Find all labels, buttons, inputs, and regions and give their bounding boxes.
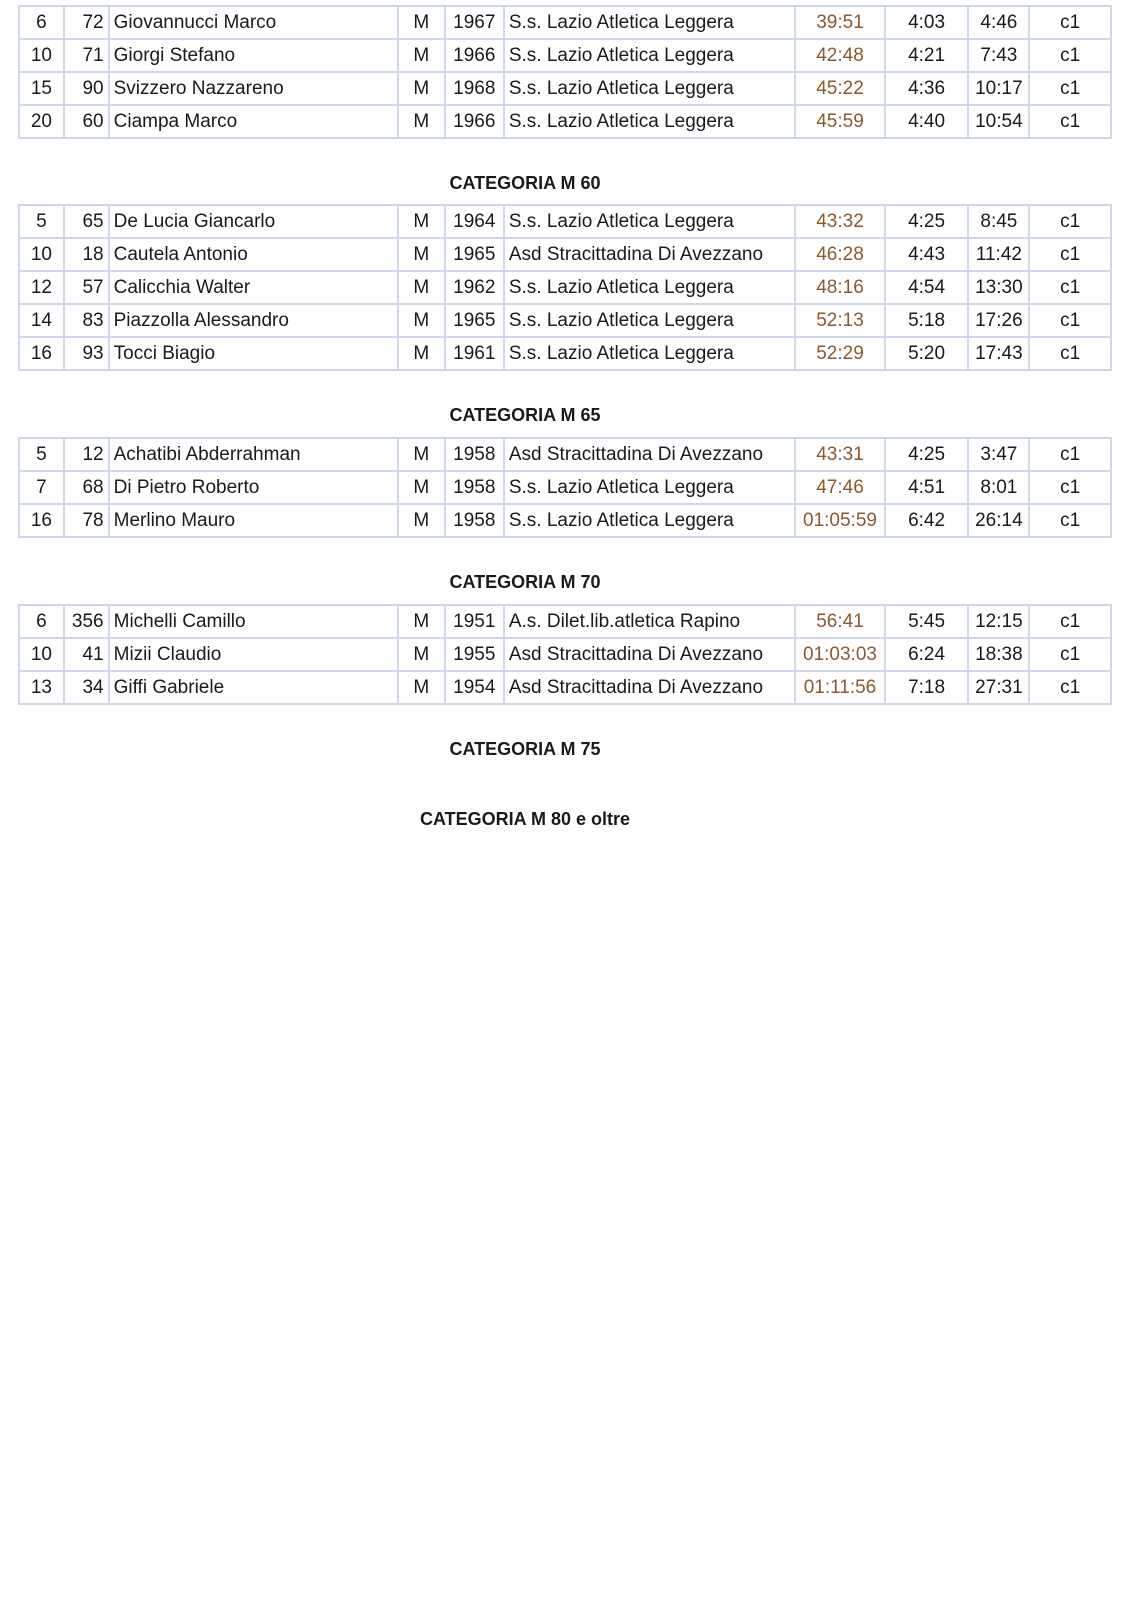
category-code-cell: c1 <box>1029 638 1111 671</box>
pace-cell: 4:25 <box>885 438 969 471</box>
athlete-name-cell: Mizii Claudio <box>109 638 398 671</box>
position-cell: 20 <box>19 105 64 138</box>
bib-number-cell: 356 <box>64 605 109 638</box>
athlete-name-cell: Michelli Camillo <box>109 605 398 638</box>
category-title: CATEGORIA M 60 <box>449 173 601 193</box>
position-cell: 10 <box>19 238 64 271</box>
position-cell: 15 <box>19 72 64 105</box>
gap-cell: 26:14 <box>968 504 1029 537</box>
birth-year-cell: 1966 <box>445 105 504 138</box>
table-row <box>19 337 1111 370</box>
table-row <box>19 238 1111 271</box>
table-row <box>19 638 1111 671</box>
category-code-cell: c1 <box>1029 205 1111 238</box>
birth-year-cell: 1962 <box>445 271 504 304</box>
position-cell: 14 <box>19 304 64 337</box>
bib-number-cell: 78 <box>64 504 109 537</box>
table-row <box>19 6 1111 39</box>
finish-time-cell: 01:05:59 <box>795 504 885 537</box>
gap-cell: 10:17 <box>968 72 1029 105</box>
finish-time-cell: 01:11:56 <box>795 671 885 704</box>
sex-cell: M <box>398 6 445 39</box>
sex-cell: M <box>398 605 445 638</box>
pace-cell: 4:25 <box>885 205 969 238</box>
table-row <box>19 271 1111 304</box>
position-cell: 16 <box>19 504 64 537</box>
position-cell: 5 <box>19 205 64 238</box>
sex-cell: M <box>398 438 445 471</box>
gap-cell: 8:45 <box>968 205 1029 238</box>
team-cell: S.s. Lazio Atletica Leggera <box>504 6 795 39</box>
pace-cell: 5:45 <box>885 605 969 638</box>
pace-cell: 6:24 <box>885 638 969 671</box>
sex-cell: M <box>398 471 445 504</box>
pace-cell: 4:54 <box>885 271 969 304</box>
bib-number-cell: 90 <box>64 72 109 105</box>
gap-cell: 8:01 <box>968 471 1029 504</box>
birth-year-cell: 1958 <box>445 504 504 537</box>
team-cell: S.s. Lazio Atletica Leggera <box>504 105 795 138</box>
results-table <box>18 437 1112 538</box>
category-code-cell: c1 <box>1029 605 1111 638</box>
pace-cell: 7:18 <box>885 671 969 704</box>
team-cell: S.s. Lazio Atletica Leggera <box>504 304 795 337</box>
position-cell: 10 <box>19 39 64 72</box>
birth-year-cell: 1964 <box>445 205 504 238</box>
table-row <box>19 605 1111 638</box>
category-title: CATEGORIA M 75 <box>449 739 601 759</box>
birth-year-cell: 1958 <box>445 438 504 471</box>
finish-time-cell: 52:29 <box>795 337 885 370</box>
category-code-cell: c1 <box>1029 304 1111 337</box>
category-title: CATEGORIA M 80 e oltre <box>419 809 631 829</box>
athlete-name-cell: De Lucia Giancarlo <box>109 205 398 238</box>
finish-time-cell: 56:41 <box>795 605 885 638</box>
position-cell: 5 <box>19 438 64 471</box>
finish-time-cell: 47:46 <box>795 471 885 504</box>
team-cell: S.s. Lazio Atletica Leggera <box>504 72 795 105</box>
team-cell: Asd Stracittadina Di Avezzano <box>504 438 795 471</box>
finish-time-cell: 52:13 <box>795 304 885 337</box>
category-code-cell: c1 <box>1029 438 1111 471</box>
finish-time-cell: 45:59 <box>795 105 885 138</box>
finish-time-cell: 43:32 <box>795 205 885 238</box>
bib-number-cell: 71 <box>64 39 109 72</box>
birth-year-cell: 1955 <box>445 638 504 671</box>
category-code-cell: c1 <box>1029 504 1111 537</box>
athlete-name-cell: Cautela Antonio <box>109 238 398 271</box>
gap-cell: 10:54 <box>968 105 1029 138</box>
position-cell: 13 <box>19 671 64 704</box>
gap-cell: 12:15 <box>968 605 1029 638</box>
bib-number-cell: 65 <box>64 205 109 238</box>
sex-cell: M <box>398 304 445 337</box>
finish-time-cell: 45:22 <box>795 72 885 105</box>
birth-year-cell: 1958 <box>445 471 504 504</box>
gap-cell: 4:46 <box>968 6 1029 39</box>
finish-time-cell: 42:48 <box>795 39 885 72</box>
sex-cell: M <box>398 238 445 271</box>
bib-number-cell: 57 <box>64 271 109 304</box>
athlete-name-cell: Calicchia Walter <box>109 271 398 304</box>
table-row <box>19 438 1111 471</box>
sex-cell: M <box>398 337 445 370</box>
team-cell: Asd Stracittadina Di Avezzano <box>504 671 795 704</box>
bib-number-cell: 68 <box>64 471 109 504</box>
gap-cell: 18:38 <box>968 638 1029 671</box>
category-title: CATEGORIA M 65 <box>449 405 601 425</box>
gap-cell: 11:42 <box>968 238 1029 271</box>
sex-cell: M <box>398 39 445 72</box>
gap-cell: 3:47 <box>968 438 1029 471</box>
birth-year-cell: 1951 <box>445 605 504 638</box>
team-cell: A.s. Dilet.lib.atletica Rapino <box>504 605 795 638</box>
position-cell: 16 <box>19 337 64 370</box>
results-table <box>18 204 1112 371</box>
bib-number-cell: 93 <box>64 337 109 370</box>
table-row <box>19 671 1111 704</box>
athlete-name-cell: Giffi Gabriele <box>109 671 398 704</box>
bib-number-cell: 60 <box>64 105 109 138</box>
finish-time-cell: 46:28 <box>795 238 885 271</box>
team-cell: Asd Stracittadina Di Avezzano <box>504 638 795 671</box>
pace-cell: 4:21 <box>885 39 969 72</box>
athlete-name-cell: Tocci Biagio <box>109 337 398 370</box>
table-row <box>19 105 1111 138</box>
pace-cell: 4:03 <box>885 6 969 39</box>
position-cell: 6 <box>19 605 64 638</box>
gap-cell: 27:31 <box>968 671 1029 704</box>
team-cell: S.s. Lazio Atletica Leggera <box>504 39 795 72</box>
table-row <box>19 471 1111 504</box>
results-table <box>18 5 1112 139</box>
bib-number-cell: 72 <box>64 6 109 39</box>
bib-number-cell: 18 <box>64 238 109 271</box>
athlete-name-cell: Svizzero Nazzareno <box>109 72 398 105</box>
birth-year-cell: 1954 <box>445 671 504 704</box>
bib-number-cell: 12 <box>64 438 109 471</box>
athlete-name-cell: Ciampa Marco <box>109 105 398 138</box>
category-code-cell: c1 <box>1029 238 1111 271</box>
athlete-name-cell: Giovannucci Marco <box>109 6 398 39</box>
team-cell: S.s. Lazio Atletica Leggera <box>504 271 795 304</box>
position-cell: 7 <box>19 471 64 504</box>
category-code-cell: c1 <box>1029 271 1111 304</box>
finish-time-cell: 01:03:03 <box>795 638 885 671</box>
table-row <box>19 504 1111 537</box>
team-cell: S.s. Lazio Atletica Leggera <box>504 205 795 238</box>
sex-cell: M <box>398 105 445 138</box>
sex-cell: M <box>398 671 445 704</box>
gap-cell: 17:43 <box>968 337 1029 370</box>
pace-cell: 6:42 <box>885 504 969 537</box>
table-row <box>19 205 1111 238</box>
sex-cell: M <box>398 271 445 304</box>
sex-cell: M <box>398 72 445 105</box>
category-code-cell: c1 <box>1029 671 1111 704</box>
birth-year-cell: 1961 <box>445 337 504 370</box>
bib-number-cell: 41 <box>64 638 109 671</box>
pace-cell: 4:43 <box>885 238 969 271</box>
birth-year-cell: 1968 <box>445 72 504 105</box>
category-code-cell: c1 <box>1029 471 1111 504</box>
finish-time-cell: 48:16 <box>795 271 885 304</box>
pace-cell: 4:36 <box>885 72 969 105</box>
pace-cell: 5:20 <box>885 337 969 370</box>
athlete-name-cell: Piazzolla Alessandro <box>109 304 398 337</box>
athlete-name-cell: Achatibi Abderrahman <box>109 438 398 471</box>
athlete-name-cell: Merlino Mauro <box>109 504 398 537</box>
position-cell: 6 <box>19 6 64 39</box>
results-table <box>18 604 1112 705</box>
category-code-cell: c1 <box>1029 6 1111 39</box>
bib-number-cell: 83 <box>64 304 109 337</box>
pace-cell: 5:18 <box>885 304 969 337</box>
pace-cell: 4:51 <box>885 471 969 504</box>
sex-cell: M <box>398 205 445 238</box>
team-cell: S.s. Lazio Atletica Leggera <box>504 471 795 504</box>
category-title: CATEGORIA M 70 <box>449 572 601 592</box>
athlete-name-cell: Di Pietro Roberto <box>109 471 398 504</box>
category-code-cell: c1 <box>1029 39 1111 72</box>
gap-cell: 13:30 <box>968 271 1029 304</box>
finish-time-cell: 43:31 <box>795 438 885 471</box>
finish-time-cell: 39:51 <box>795 6 885 39</box>
sex-cell: M <box>398 504 445 537</box>
gap-cell: 7:43 <box>968 39 1029 72</box>
team-cell: Asd Stracittadina Di Avezzano <box>504 238 795 271</box>
category-code-cell: c1 <box>1029 105 1111 138</box>
pace-cell: 4:40 <box>885 105 969 138</box>
position-cell: 10 <box>19 638 64 671</box>
team-cell: S.s. Lazio Atletica Leggera <box>504 504 795 537</box>
gap-cell: 17:26 <box>968 304 1029 337</box>
sex-cell: M <box>398 638 445 671</box>
birth-year-cell: 1966 <box>445 39 504 72</box>
table-row <box>19 72 1111 105</box>
position-cell: 12 <box>19 271 64 304</box>
bib-number-cell: 34 <box>64 671 109 704</box>
birth-year-cell: 1965 <box>445 238 504 271</box>
category-code-cell: c1 <box>1029 337 1111 370</box>
athlete-name-cell: Giorgi Stefano <box>109 39 398 72</box>
birth-year-cell: 1965 <box>445 304 504 337</box>
table-row <box>19 39 1111 72</box>
category-code-cell: c1 <box>1029 72 1111 105</box>
team-cell: S.s. Lazio Atletica Leggera <box>504 337 795 370</box>
table-row <box>19 304 1111 337</box>
birth-year-cell: 1967 <box>445 6 504 39</box>
